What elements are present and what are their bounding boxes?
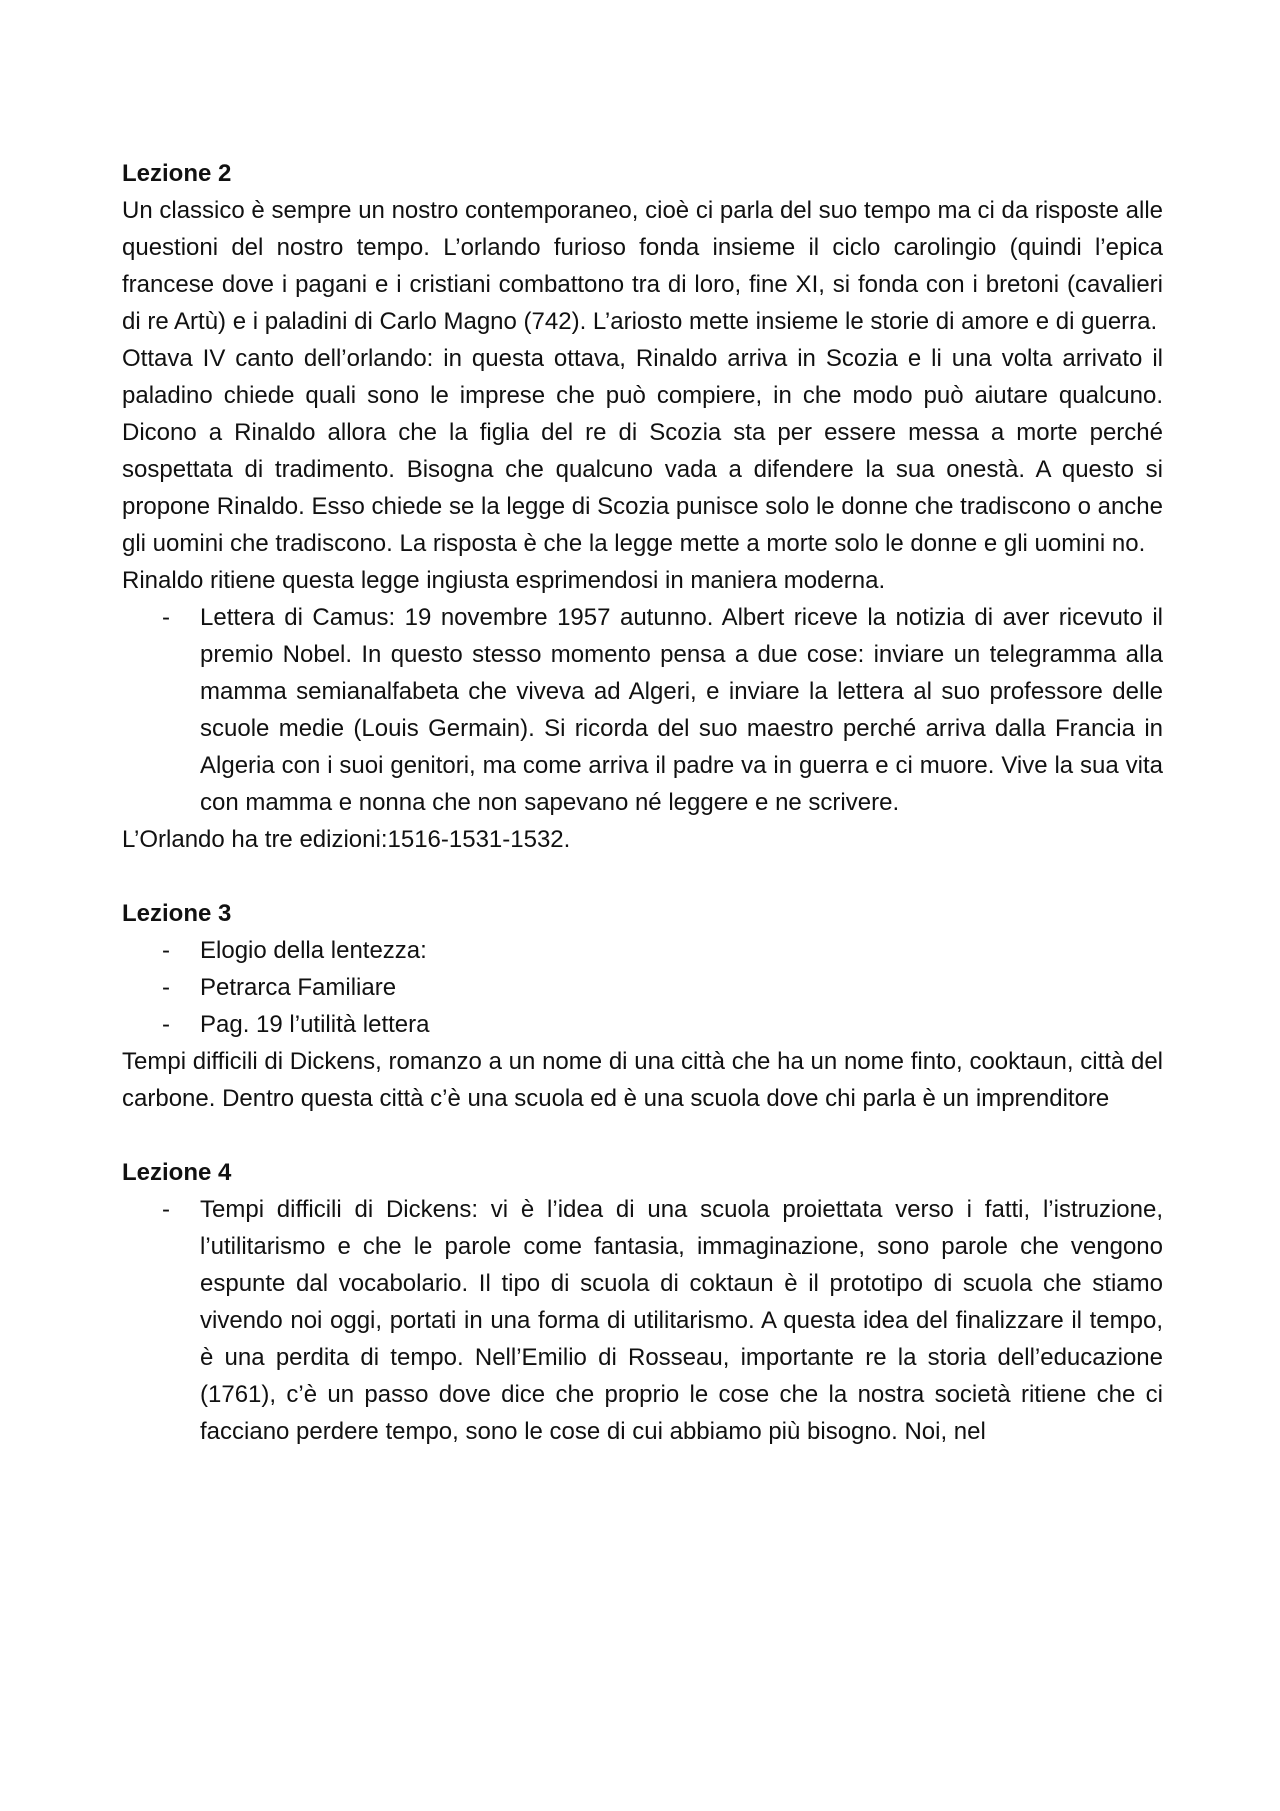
dash-bullet: - bbox=[162, 1011, 170, 1038]
list-item bbox=[122, 1191, 1163, 1450]
lesson-2-paragraph-4: L’Orlando ha tre edizioni:1516-1531-1532. bbox=[122, 826, 571, 853]
list-item bbox=[122, 599, 1163, 821]
lesson-2-heading: Lezione 2 bbox=[122, 160, 232, 187]
lesson-3-paragraph-1: Tempi difficili di Dickens, romanzo a un nome di una città che ha un nome finto, cooktaun, città del carbone. Dentro questa città c’è una scuola ed è una scuola dove chi parla è un imprenditore bbox=[122, 1048, 1163, 1112]
list-item-text: Pag. 19 l’utilità lettera bbox=[200, 1011, 430, 1038]
lesson-2-paragraph-1: Un classico è sempre un nostro contemporaneo, cioè ci parla del suo tempo ma ci da risposte alle questioni del nostro tempo. L’orlando furioso fonda insieme il ciclo carolingio (quindi l’epica francese dove i pagani e i cristiani combattono tra di loro, fine XI, si fonda con i bretoni (cavalieri di re Artù) e i paladini di Carlo Magno (742). L’ariosto mette insieme le storie di amore e di guerra. bbox=[122, 197, 1163, 335]
list-item-text: Lettera di Camus: 19 novembre 1957 autunno. Albert riceve la notizia di aver ricevuto il premio Nobel. In questo stesso momento pensa a due cose: inviare un telegramma alla mamma semianalfabeta che viveva ad Algeri, e inviare la lettera al suo professore delle scuole medie (Louis Germain). Si ricorda del suo maestro perché arriva dalla Francia in Algeria con i suoi genitori, ma come arriva il padre va in guerra e ci muore. Vive la sua vita con mamma e nonna che non sapevano né leggere e ne scrivere. bbox=[200, 604, 1163, 816]
list-item-text: Petrarca Familiare bbox=[200, 974, 397, 1001]
lesson-2-paragraph-3: Rinaldo ritiene questa legge ingiusta esprimendosi in maniera moderna. bbox=[122, 567, 886, 594]
lesson-4-heading: Lezione 4 bbox=[122, 1159, 232, 1186]
list-item-text: Elogio della lentezza: bbox=[200, 937, 427, 964]
list-item bbox=[122, 1006, 1163, 1043]
lesson-2-list bbox=[122, 599, 1163, 821]
blank-line bbox=[122, 1117, 1163, 1154]
dash-bullet: - bbox=[162, 604, 170, 631]
document-page bbox=[122, 155, 1163, 1450]
blank-line bbox=[122, 858, 1163, 895]
dash-bullet: - bbox=[162, 974, 170, 1001]
dash-bullet: - bbox=[162, 1196, 170, 1223]
list-item bbox=[122, 932, 1163, 969]
dash-bullet: - bbox=[162, 937, 170, 964]
lesson-4-list bbox=[122, 1191, 1163, 1450]
lesson-2-paragraph-2: Ottava IV canto dell’orlando: in questa ottava, Rinaldo arriva in Scozia e li una volta arrivato il paladino chiede quali sono le imprese che può compiere, in che modo può aiutare qualcuno. Dicono a Rinaldo allora che la figlia del re di Scozia sta per essere messa a morte perché sospettata di tradimento. Bisogna che qualcuno vada a difendere la sua onestà. A questo si propone Rinaldo. Esso chiede se la legge di Scozia punisce solo le donne che tradiscono o anche gli uomini che tradiscono. La risposta è che la legge mette a morte solo le donne e gli uomini no. bbox=[122, 345, 1163, 557]
list-item bbox=[122, 969, 1163, 1006]
list-item-text: Tempi difficili di Dickens: vi è l’idea di una scuola proiettata verso i fatti, l’istruzione, l’utilitarismo e che le parole come fantasia, immaginazione, sono parole che vengono espunte dal vocabolario. Il tipo di scuola di coktaun è il prototipo di scuola che stiamo vivendo noi oggi, portati in una forma di utilitarismo. A questa idea del finalizzare il tempo, è una perdita di tempo. Nell’Emilio di Rosseau, importante re la storia dell’educazione (1761), c’è un passo dove dice che proprio le cose che la nostra società ritiene che ci facciano perdere tempo, sono le cose di cui abbiamo più bisogno. Noi, nel bbox=[200, 1196, 1163, 1445]
lesson-3-list bbox=[122, 932, 1163, 1043]
lesson-3-heading: Lezione 3 bbox=[122, 900, 232, 927]
